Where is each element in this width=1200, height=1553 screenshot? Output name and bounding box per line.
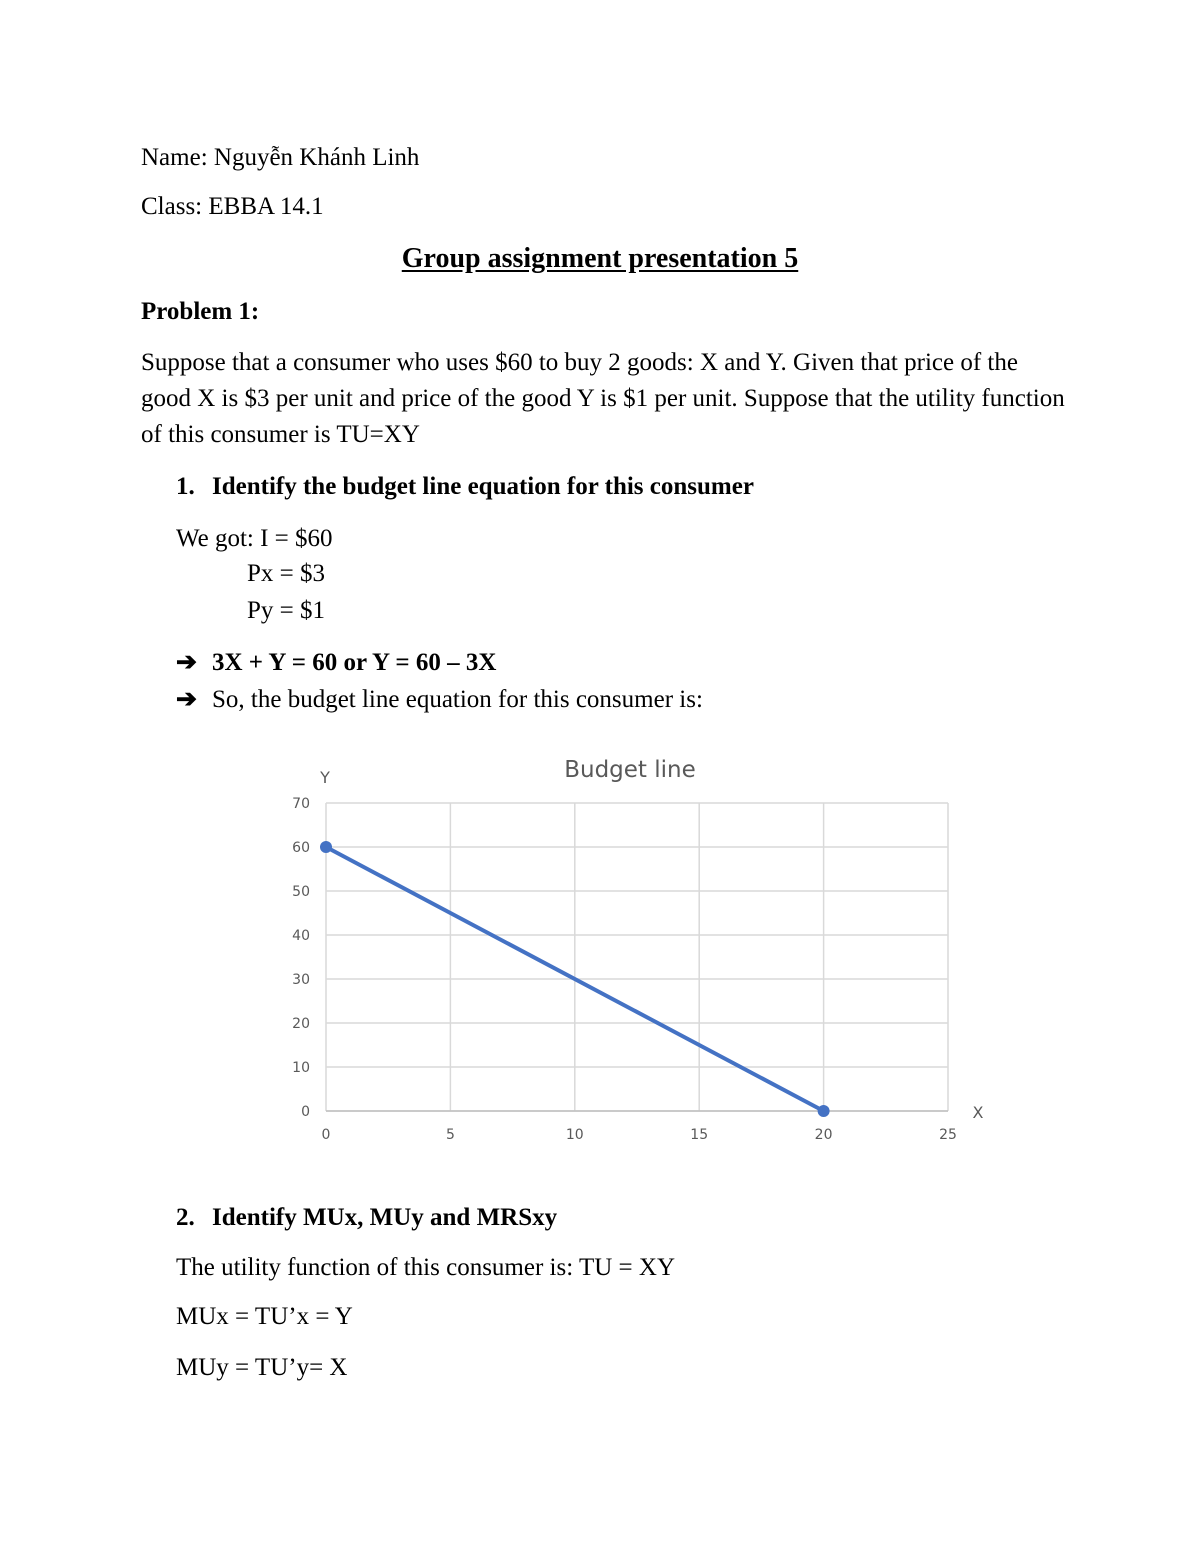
mux-line: MUx = TU’x = Y xyxy=(176,1303,353,1330)
utility-function-line: The utility function of this consumer is: TU = XY xyxy=(176,1254,675,1281)
problem-heading: Problem 1: xyxy=(141,298,260,325)
page-title: Group assignment presentation 5 xyxy=(401,243,799,274)
given-income: We got: I = $60 xyxy=(176,525,333,552)
muy-line: MUy = TU’y= X xyxy=(176,1354,348,1381)
section1-title: Identify the budget line equation for this consumer xyxy=(212,473,754,500)
y-tick-label: 70 xyxy=(292,796,310,812)
x-axis-label: X xyxy=(972,1103,984,1122)
arrow-right-icon: ➔ xyxy=(176,649,197,676)
x-tick-label: 10 xyxy=(565,1127,584,1143)
given-price-y: Py = $1 xyxy=(247,597,326,624)
y-tick-label: 0 xyxy=(301,1104,310,1120)
y-tick-label: 60 xyxy=(292,840,310,856)
arrow-right-icon: ➔ xyxy=(176,686,197,713)
x-tick-label: 25 xyxy=(939,1127,957,1143)
given-price-x: Px = $3 xyxy=(247,560,326,587)
y-tick-label: 50 xyxy=(292,884,310,900)
chart-title: Budget line xyxy=(564,757,696,783)
y-tick-label: 30 xyxy=(292,972,310,988)
budget-equation-text: 3X + Y = 60 or Y = 60 – 3X xyxy=(212,649,497,676)
x-tick-label: 5 xyxy=(445,1127,455,1143)
section1-number: 1. xyxy=(176,473,195,500)
y-tick-label: 20 xyxy=(292,1016,310,1032)
section2-title: Identify MUx, MUy and MRSxy xyxy=(212,1204,558,1231)
chart-grid xyxy=(326,803,948,1111)
section2-heading xyxy=(176,1203,557,1233)
y-tick-label: 10 xyxy=(292,1060,310,1076)
data-point-marker xyxy=(320,841,332,853)
student-name: Name: Nguyễn Khánh Linh xyxy=(141,144,420,171)
y-axis-label: Y xyxy=(320,768,330,787)
student-class: Class: EBBA 14.1 xyxy=(141,193,324,220)
chart-axes xyxy=(292,796,957,1143)
x-tick-label: 15 xyxy=(690,1127,709,1143)
x-tick-label: 20 xyxy=(814,1127,833,1143)
data-point-marker xyxy=(818,1105,830,1117)
problem-statement: Suppose that a consumer who uses $60 to buy 2 goods: X and Y. Given that price of the good X is $3 per unit and price of the good Y is $1 per unit. Suppose that the utility function of this consumer is TU=XY xyxy=(141,349,1065,448)
conclusion-text: So, the budget line equation for this consumer is: xyxy=(212,686,703,713)
section2-number: 2. xyxy=(176,1204,195,1231)
x-tick-label: 0 xyxy=(321,1127,331,1143)
y-tick-label: 40 xyxy=(292,928,310,944)
